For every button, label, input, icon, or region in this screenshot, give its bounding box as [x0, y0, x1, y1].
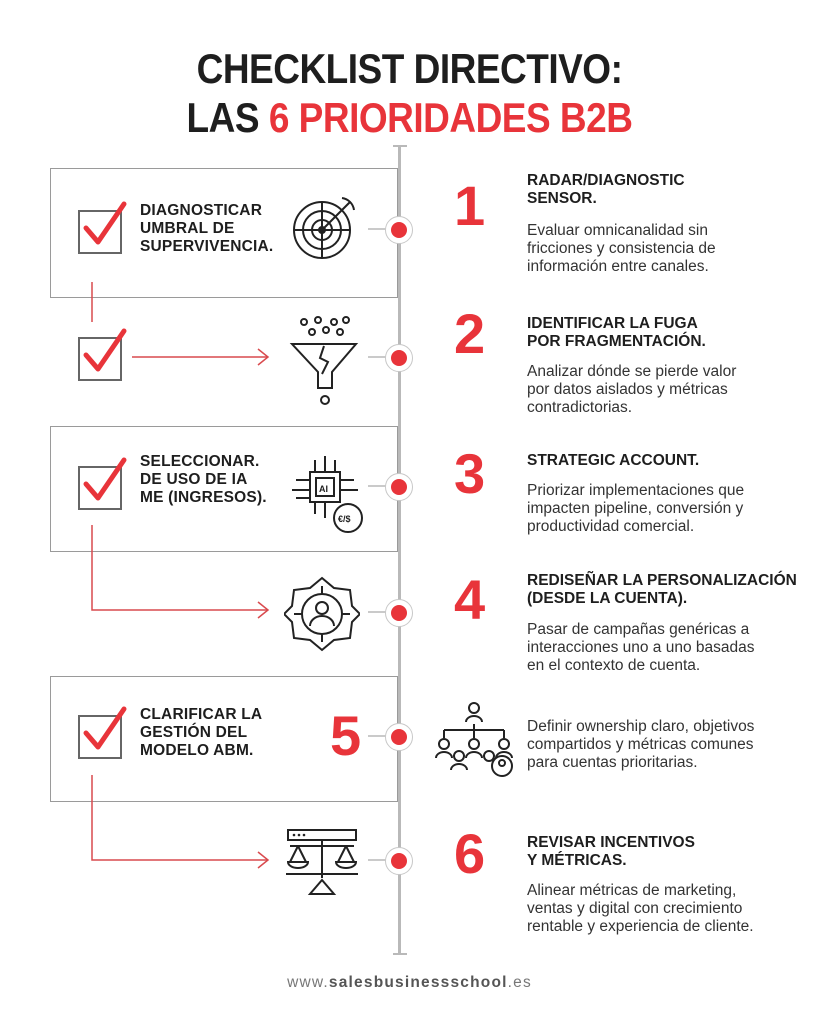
title-prefix: LAS	[186, 95, 269, 142]
svg-text:AI: AI	[319, 484, 328, 494]
scale-icon	[284, 828, 360, 898]
timeline-dot-5	[385, 723, 413, 751]
priority-number-4: 4	[454, 568, 486, 631]
footer-prefix: www.	[287, 974, 329, 991]
check-mark-icon	[86, 331, 124, 369]
checklist-label-1: DIAGNOSTICAR UMBRAL DE SUPERVIVENCIA.	[140, 202, 274, 255]
check-mark-icon	[86, 460, 124, 498]
checklist-label-5: CLARIFICAR LA GESTIÓN DEL MODELO ABM.	[140, 706, 263, 759]
timeline-dot-1	[385, 216, 413, 244]
timeline-dot-6	[385, 847, 413, 875]
priority-title-1: RADAR/DIAGNOSTIC SENSOR.	[527, 172, 685, 207]
priority-number-6: 6	[454, 822, 486, 885]
radar-icon	[290, 194, 358, 262]
priority-desc-1: Evaluar omnicanalidad sin fricciones y consistencia de información entre canales.	[527, 222, 716, 275]
title-line-1: CHECKLIST DIRECTIVO:	[196, 45, 623, 92]
timeline-dot-3	[385, 473, 413, 501]
priority-title-4: REDISEÑAR LA PERSONALIZACIÓN (DESDE LA CUENTA).	[527, 572, 797, 607]
check-mark-icon	[86, 204, 124, 242]
check-mark-icon	[86, 709, 124, 747]
priority-number-5: 5	[330, 704, 362, 767]
priority-number-2: 2	[454, 302, 486, 365]
priority-desc-2: Analizar dónde se pierde valor por datos aislados y métricas contradictorias.	[527, 363, 737, 416]
priority-desc-6: Alinear métricas de marketing, ventas y digital con crecimiento rentable y experiencia de cliente.	[527, 882, 754, 935]
timeline-dot-4	[385, 599, 413, 627]
checklist-label-3: SELECCIONAR. DE USO DE IA ME (INGRESOS).	[140, 453, 267, 506]
priority-number-3: 3	[454, 442, 486, 505]
org-team-icon	[432, 700, 518, 780]
priority-desc-4: Pasar de campañas genéricas a interacciones uno a uno basadas en el contexto de cuenta.	[527, 621, 755, 674]
title-accent: 6 PRIORIDADES B2B	[268, 95, 633, 142]
priority-title-2: IDENTIFICAR LA FUGA POR FRAGMENTACIÓN.	[527, 315, 706, 350]
funnel-icon	[288, 316, 360, 406]
priority-title-6: REVISAR INCENTIVOS Y MÉTRICAS.	[527, 834, 695, 869]
footer-domain: salesbusinessschool	[328, 974, 508, 991]
priority-desc-5: Definir ownership claro, objetivos compartidos y métricas comunes para cuentas prioritarias.	[527, 718, 755, 771]
footer-url[interactable]	[0, 974, 819, 992]
timeline-dot-2	[385, 344, 413, 372]
ai-chip-icon	[288, 452, 366, 536]
footer-suffix: .es	[507, 974, 532, 991]
target-user-icon	[284, 576, 360, 652]
svg-text:€/$: €/$	[338, 514, 351, 524]
priority-number-1: 1	[454, 174, 486, 237]
priority-desc-3: Priorizar implementaciones que impacten pipeline, conversión y productividad comercial.	[527, 482, 745, 535]
priority-title-3: STRATEGIC ACCOUNT.	[527, 452, 700, 469]
